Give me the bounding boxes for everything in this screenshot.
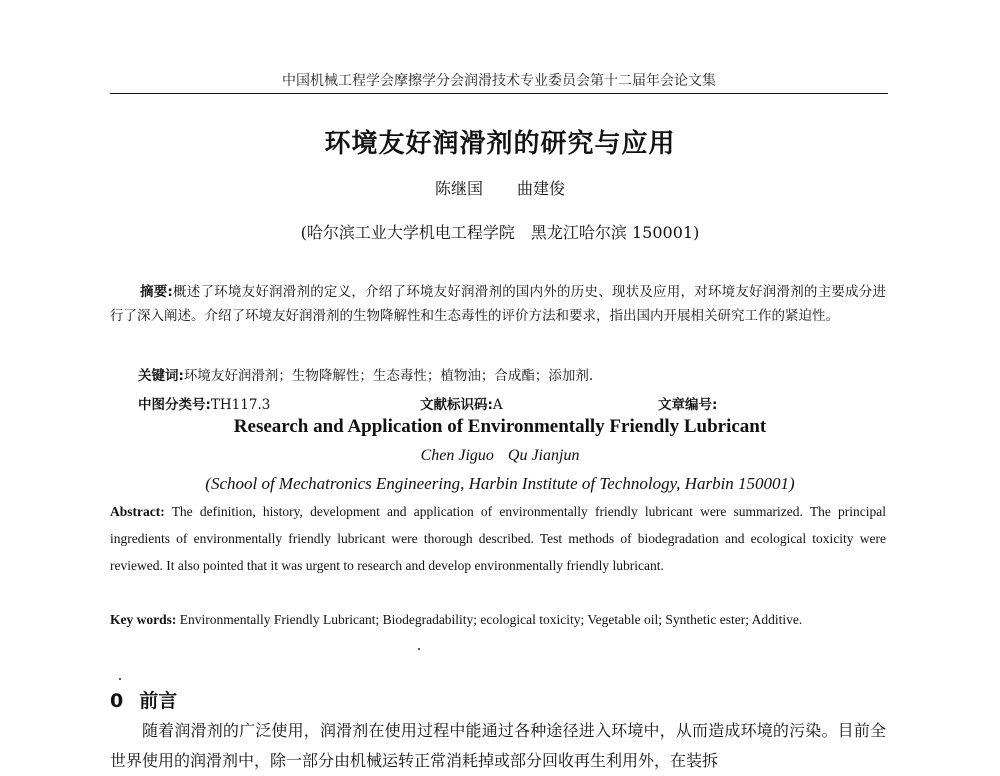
keywords-cn-label: 关键词: <box>138 368 184 384</box>
paper-title-en: Research and Application of Environmentally Friendly Lubricant <box>233 416 767 437</box>
keywords-en-label: Key words: <box>110 612 177 627</box>
author-cn-1: 陈继国 <box>434 179 483 198</box>
authors-en <box>0 447 1000 465</box>
keywords-en <box>110 606 886 633</box>
author-en-2: Qu Jianjun <box>507 447 580 464</box>
author-en-1: Chen Jiguo <box>420 447 494 464</box>
abstract-en-label: Abstract: <box>110 504 165 519</box>
section-title: 前言 <box>139 690 178 712</box>
body-paragraph: 随着润滑剂的广泛使用，润滑剂在使用过程中能通过各种途径进入环境中，从而造成环境的污染。目前全世界使用的润滑剂中，除一部分由机械运转正常消耗掉或部分回收再生利用外，在装拆 <box>110 721 886 770</box>
author-cn-2: 曲建俊 <box>517 179 566 198</box>
section-number: 0 <box>110 690 124 712</box>
clc-value: TH117.3 <box>210 397 271 413</box>
doc-code <box>420 393 503 413</box>
affiliation-cn: (哈尔滨工业大学机电工程学院 黑龙江哈尔滨 150001) <box>300 223 700 242</box>
section-heading <box>110 686 177 713</box>
abstract-cn <box>110 280 886 328</box>
clc-code <box>138 393 270 413</box>
stray-mark <box>119 678 121 680</box>
doc-code-value: A <box>492 397 503 413</box>
abstract-cn-text: 概述了环境友好润滑剂的定义，介绍了环境友好润滑剂的国内外的历史、现状及应用，对环境友好润滑剂的主要成分进行了深入阐述。介绍了环境友好润滑剂的生物降解性和生态毒性的评价方法和要求，指出国内开展相关研究工作的紧迫性。 <box>110 284 886 324</box>
abstract-en <box>110 498 886 579</box>
article-number <box>658 393 717 413</box>
affiliation-en: (School of Mechatronics Engineering, Harbin Institute of Technology, Harbin 150001) <box>205 474 795 493</box>
paper-title-cn: 环境友好润滑剂的研究与应用 <box>324 129 676 159</box>
stray-mark <box>418 648 420 650</box>
abstract-en-text: The definition, history, development and application of environmentally friendly lubricant were summarized. The principal ingredients of environmentally friendly lubricant were thorough described. Test methods of biodegradation and ecological toxicity were reviewed. It also pointed that it was urgent to research and develop environmentally friendly lubricant. <box>110 504 886 573</box>
running-header: 中国机械工程学会摩擦学分会润滑技术专业委员会第十二届年会论文集 <box>282 73 716 89</box>
clc-label: 中图分类号: <box>138 397 211 413</box>
keywords-cn <box>138 364 593 384</box>
abstract-cn-label: 摘要: <box>140 284 173 300</box>
article-no-label: 文章编号: <box>658 397 718 413</box>
header-rule <box>110 93 888 94</box>
doc-code-label: 文献标识码: <box>420 397 493 413</box>
keywords-cn-text: 环境友好润滑剂；生物降解性；生态毒性；植物油；合成酯；添加剂. <box>183 368 594 384</box>
keywords-en-text: Environmentally Friendly Lubricant; Biodegradability; ecological toxicity; Vegetable oil; Synthetic ester; Additive. <box>179 612 803 627</box>
authors-cn <box>0 176 1000 199</box>
